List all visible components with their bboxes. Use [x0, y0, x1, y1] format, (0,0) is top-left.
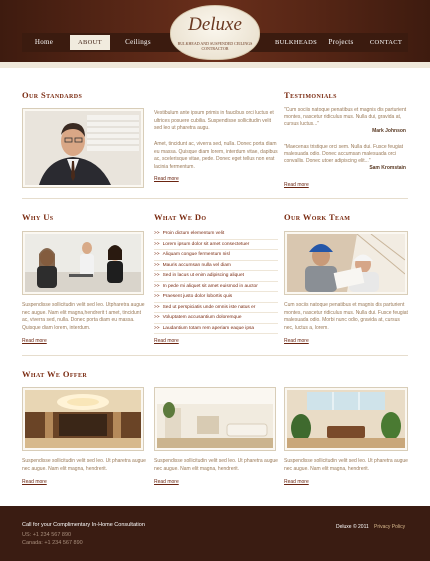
nav-home[interactable]: Home: [34, 38, 54, 46]
offer-photo-3: [284, 387, 408, 451]
what-we-do-read-more[interactable]: Read more: [154, 338, 179, 344]
standards-title: Our Standards: [22, 90, 83, 100]
service-item[interactable]: >> Proin dictum elementum velit: [154, 229, 278, 240]
testimonials-read-more[interactable]: Read more: [284, 182, 309, 188]
testimonials-title: Testimonials: [284, 90, 337, 100]
header-strip: [0, 62, 430, 68]
nav-bulkheads[interactable]: BULKHEADS: [274, 39, 318, 46]
nav-ceilings[interactable]: Ceilings: [125, 38, 151, 46]
privacy-policy-link[interactable]: Privacy Policy: [374, 524, 406, 530]
service-item[interactable]: >> Sed in lacus ut enim adipiscing aliquet: [154, 271, 278, 282]
work-team-photo: [284, 231, 408, 295]
service-item[interactable]: >> In pede mi aliquet sit amet euismod in auctor: [154, 282, 278, 293]
offer-read-more-3[interactable]: Read more: [284, 479, 309, 485]
office-team-image: [25, 234, 141, 292]
lobby-ceiling-image: [25, 390, 141, 448]
standards-photo: [22, 108, 144, 188]
why-us-read-more[interactable]: Read more: [22, 338, 47, 344]
testimonial-quote-2: "Maecenas tristique orci sem. Nulla dui. Fusce feugiat malesuada odio. Donec accumsan malesuada orci convallis. Donec utoer adipiscing elit...": [284, 144, 404, 164]
nav-projects[interactable]: Projects: [328, 38, 354, 46]
living-room-image: [157, 390, 273, 448]
testimonial-author-1: Mark Johnson: [372, 128, 406, 134]
footer-phone-canada: Canada: +1 234 567 890: [22, 540, 83, 546]
section-divider: [22, 355, 408, 356]
service-item[interactable]: >> Laudantium totam rem aperiam eaque ipsa: [154, 324, 278, 335]
why-us-photo: [22, 231, 144, 295]
service-item[interactable]: >> Praesent justo dolor lobortis quis: [154, 292, 278, 303]
footer-phone-us: US: +1 234 567 890: [22, 532, 72, 538]
standards-paragraph-1: Vestibulum ante ipsum primis in faucibus orci luctus et ultrices posuere cubilia. Suspendisse sollicitudin velit sed leo ut pharetra augu.: [154, 110, 274, 131]
work-team-text: Cum sociis natoque penatibus et magnis dis parturient montes, nascetur ridiculus mus. Nulla dui. Fusce feugiat malesuada odio. Morbi nunc odio, gravida at, cursus nec, luctus a, lorem.: [284, 302, 408, 331]
section-divider: [22, 198, 408, 199]
why-us-title: Why Us: [22, 212, 54, 222]
standards-paragraph-2: Amet, tincidunt ac, viverra sed, nulla. Donec porta diam eu massa. Quisque diam lorem, interdum vitae, dapibus ac, scelerisque vitae, pede. Donec eget tellus non erat lacinia fermentum.: [154, 141, 278, 170]
testimonial-quote-1: "Cum sociis natoque penatibus et magnis dis parturient montes, nascetur ridiculus mus. Nulla dui, gravida at, cursus luctus...": [284, 107, 407, 127]
services-list: [154, 229, 278, 334]
offer-photo-2: [154, 387, 276, 451]
nav-contact[interactable]: CONTACT: [369, 39, 403, 46]
what-we-do-title: What We Do: [154, 212, 207, 222]
offer-title: What We Offer: [22, 369, 88, 379]
service-item[interactable]: >> Aliquam congue fermentum nisl: [154, 250, 278, 261]
testimonial-author-2: Sam Kromstain: [369, 165, 406, 171]
offer-read-more-1[interactable]: Read more: [22, 479, 47, 485]
atrium-room-image: [287, 390, 405, 448]
work-team-read-more[interactable]: Read more: [284, 338, 309, 344]
offer-text-3: Suspendisse sollicitudin velit sed leo. Ut pharetra augue nec augue. Nam elit magna, hendrerit.: [284, 458, 408, 472]
service-item[interactable]: >> Lorem ipsum dolor sit amet consectetuer: [154, 240, 278, 251]
standards-read-more[interactable]: Read more: [154, 176, 179, 182]
construction-workers-image: [287, 234, 405, 292]
logo-name[interactable]: Deluxe: [188, 14, 242, 35]
service-item[interactable]: >> Sed ut perspiciatis unde omnis iste natus er: [154, 303, 278, 314]
businessman-image: [25, 111, 141, 185]
why-us-text: Suspendisse sollicitudin velit sed leo. Utpharetra augue nec augue. Nam elit magna,hendrerit t amet, tincidunt ac, viverra sed, nulla. Donec porta diam eu massa. Quisque diam lorem, interdum.: [22, 302, 145, 331]
offer-read-more-2[interactable]: Read more: [154, 479, 179, 485]
service-item[interactable]: >> Mauris accumsan nulla vel diam: [154, 261, 278, 272]
offer-text-2: Suspendisse sollicitudin velit sed leo. Ut pharetra augue nec augue. Nam elit magna, hendrerit.: [154, 458, 278, 472]
nav-about[interactable]: ABOUT: [70, 35, 110, 50]
offer-text-1: Suspendisse sollicitudin velit sed leo. Ut pharetra augue nec augue. Nam elit magna, hendrerit.: [22, 458, 146, 472]
service-item[interactable]: >> Voluptatem accusantium doloremque: [154, 313, 278, 324]
logo-tagline: BULKHEAD AND SUSPENDED CEILINGS CONTRACTOR: [177, 41, 253, 51]
footer-consultation-title: Call for your Complimentary In-Home Consultation: [22, 522, 145, 528]
footer-copyright: Deluxe © 2011: [336, 524, 369, 530]
work-team-title: Our Work Team: [284, 212, 351, 222]
offer-photo-1: [22, 387, 144, 451]
